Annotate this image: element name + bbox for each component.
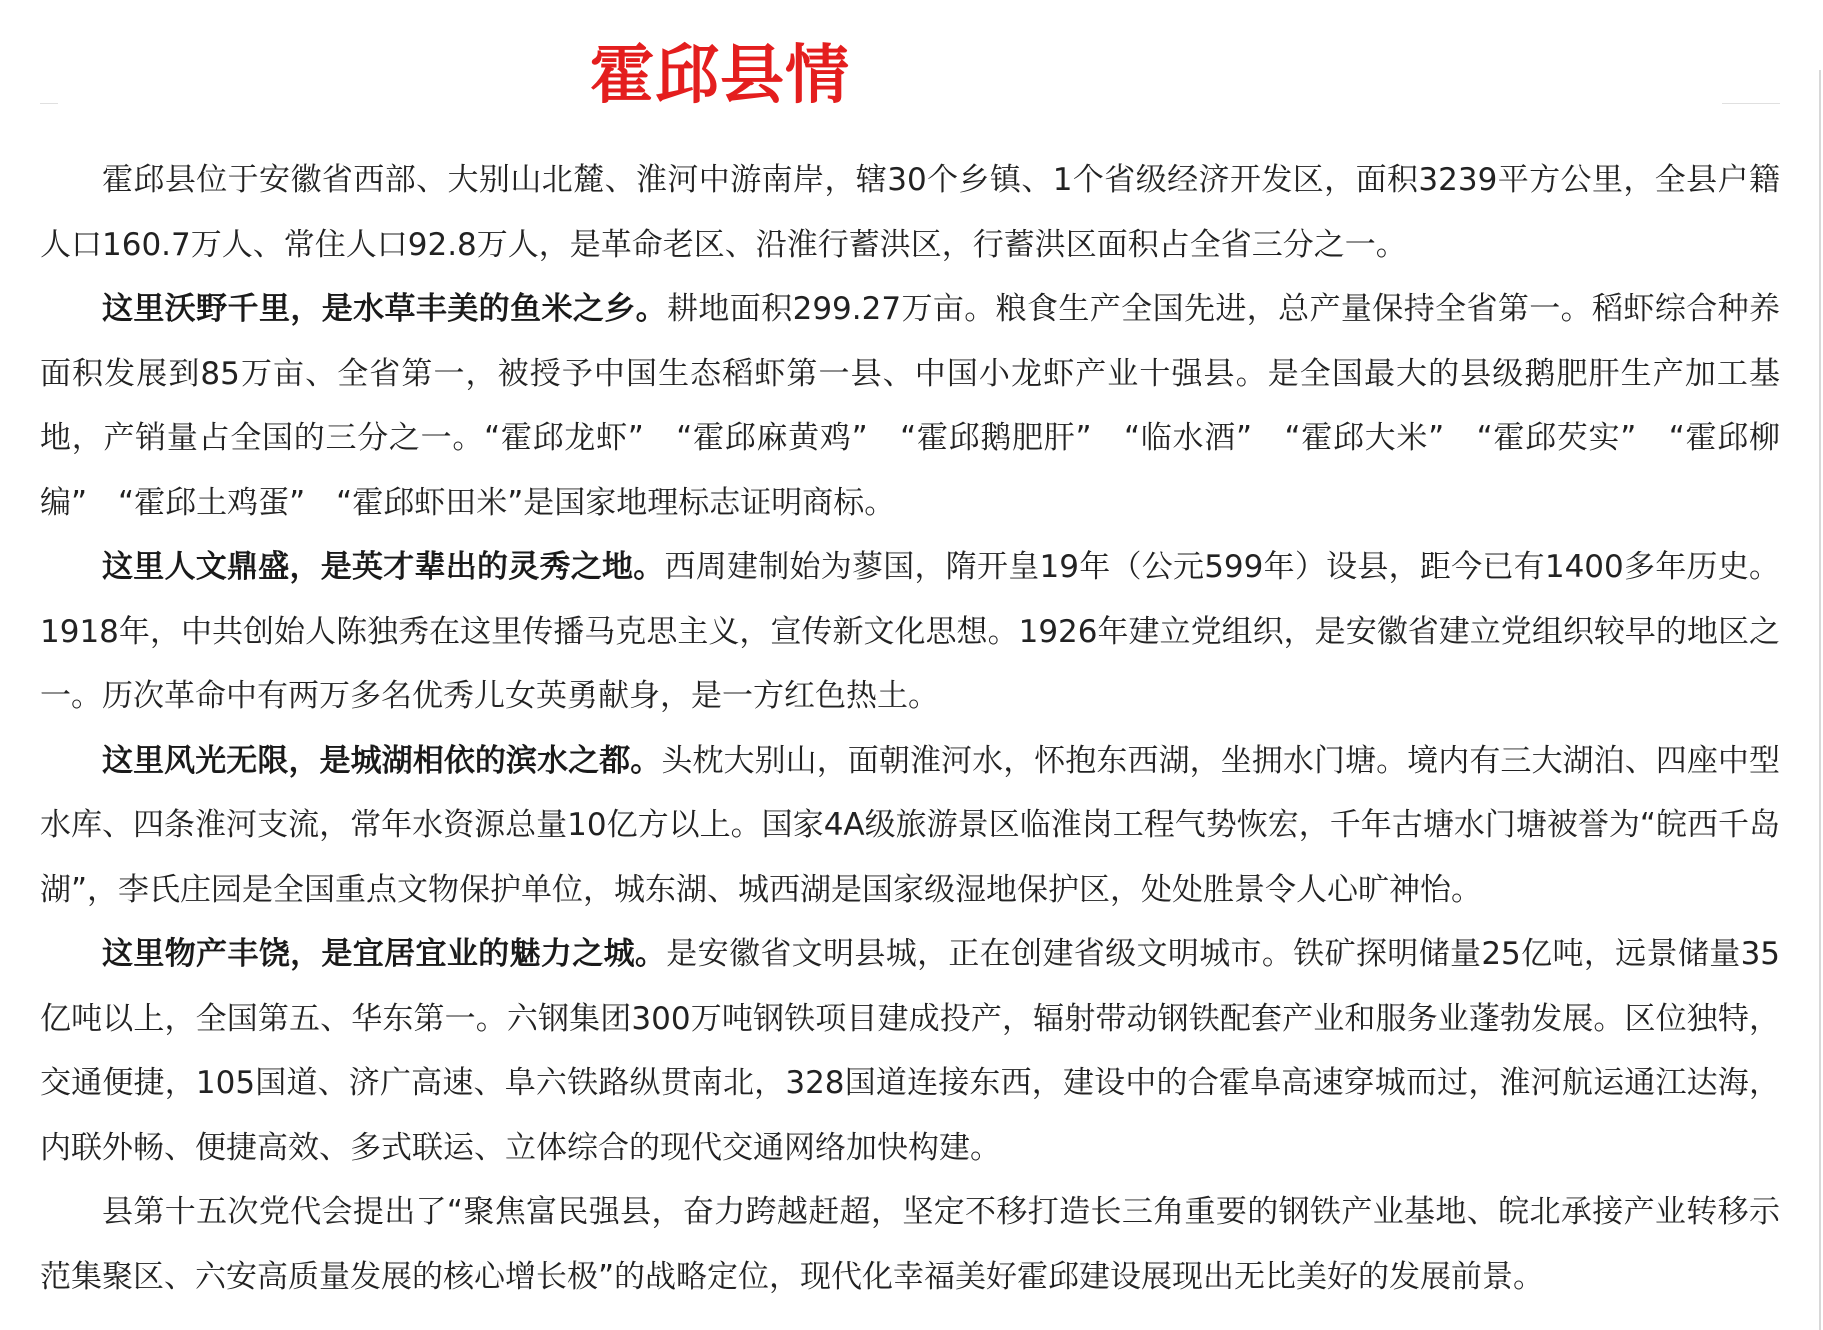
title-divider-right <box>1722 103 1780 104</box>
paragraph-lead: 这里风光无限，是城湖相依的滨水之都。 <box>102 742 662 779</box>
paragraph-lead: 这里人文鼎盛，是英才辈出的灵秀之地。 <box>102 549 665 585</box>
paragraph-overview <box>40 148 1780 277</box>
paragraph-text: 霍邱县位于安徽省西部、大别山北麓、淮河中游南岸，辖30个乡镇、1个省级经济开发区，面积3239平方公里，全县户籍人口160.7万人、常住人口92.8万人，是革命老区、沿淮行蓄洪区，行蓄洪区面积占全省三分之一。 <box>40 162 1780 263</box>
paragraph-lead: 这里物产丰饶，是宜居宜业的魅力之城。 <box>102 936 667 972</box>
paragraph-lead: 这里沃野千里，是水草丰美的鱼米之乡。 <box>102 291 668 327</box>
paragraph-text: 县第十五次党代会提出了“聚焦富民强县，奋力跨越赶超，坚定不移打造长三角重要的钢铁产业基地、皖北承接产业转移示范集聚区、六安高质量发展的核心增长极”的战略定位，现代化幸福美好霍邱建设展现出无比美好的发展前景。 <box>40 1194 1780 1295</box>
paragraph-text: 耕地面积299.27万亩。粮食生产全国先进，总产量保持全省第一。稻虾综合种养面积发展到85万亩、全省第一，被授予中国生态稻虾第一县、中国小龙虾产业十强县。是全国最大的县级鹅肥肝生产加工基地，产销量占全国的三分之一。“霍邱龙虾” “霍邱麻黄鸡” “霍邱鹅肥肝” “临水酒” “霍邱大米” “霍邱芡实” “霍邱柳编” “霍邱土鸡蛋” “霍邱虾田米”是国家地理标志证明商标。 <box>40 291 1780 521</box>
paragraph-resources <box>40 922 1780 1180</box>
title-divider-left <box>40 103 58 104</box>
paragraph-strategy <box>40 1180 1780 1309</box>
paragraph-text: 头枕大别山，面朝淮河水，怀抱东西湖，坐拥水门塘。境内有三大湖泊、四座中型水库、四条淮河支流，常年水资源总量10亿方以上。国家4A级旅游景区临淮岗工程气势恢宏，千年古塘水门塘被誉为“皖西千岛湖”，李氏庄园是全国重点文物保护单位，城东湖、城西湖是国家级湿地保护区，处处胜景令人心旷神怡。 <box>40 742 1780 908</box>
article-body <box>40 148 1780 1309</box>
page-edge-divider <box>1819 70 1821 1330</box>
paragraph-fish-rice <box>40 277 1780 535</box>
paragraph-text: 是安徽省文明县城，正在创建省级文明城市。铁矿探明储量25亿吨，远景储量35亿吨以上，全国第五、华东第一。六钢集团300万吨钢铁项目建成投产，辐射带动钢铁配套产业和服务业蓬勃发展。区位独特，交通便捷，105国道、济广高速、阜六铁路纵贯南北，328国道连接东西，建设中的合霍阜高速穿城而过，淮河航运通江达海，内联外畅、便捷高效、多式联运、立体综合的现代交通网络加快构建。 <box>40 936 1781 1166</box>
paragraph-scenery <box>40 729 1780 923</box>
paragraph-culture <box>40 535 1780 729</box>
page-title: 霍邱县情 <box>590 39 850 113</box>
paragraph-text: 西周建制始为蓼国，隋开皇19年（公元599年）设县，距今已有1400多年历史。1918年，中共创始人陈独秀在这里传播马克思主义，宣传新文化思想。1926年建立党组织，是安徽省建立党组织较早的地区之一。历次革命中有两万多名优秀儿女英勇献身，是一方红色热土。 <box>40 549 1780 714</box>
